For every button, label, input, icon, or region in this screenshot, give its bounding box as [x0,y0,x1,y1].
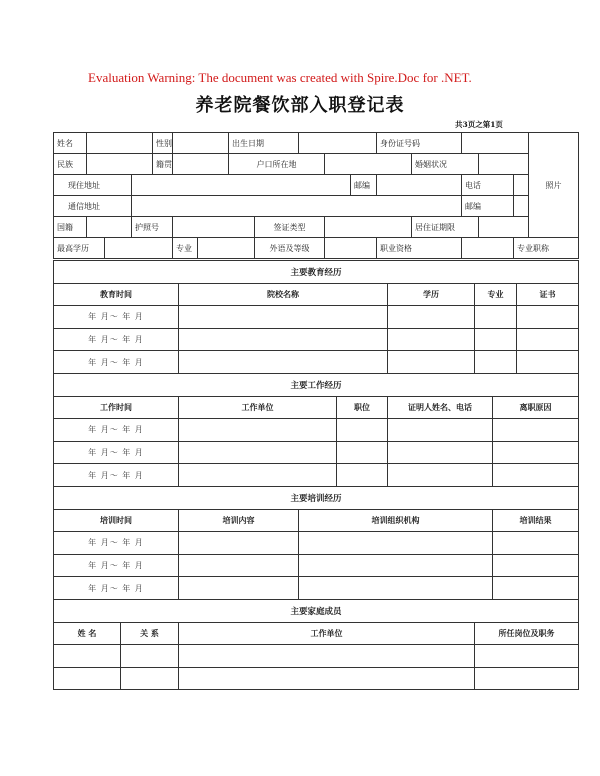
label-qualification: 职业资格 [377,238,462,259]
family-relation-field[interactable] [121,645,179,668]
education-certificate-field[interactable] [517,306,579,329]
table-row [54,328,579,351]
table-row [54,577,579,600]
section-title-work: 主要工作经历 [54,373,579,396]
table-row [54,351,579,374]
label-hukou: 户口所在地 [229,154,325,175]
header-training-content: 培训内容 [179,509,299,532]
label-marital: 婚姻状况 [412,154,479,175]
field-phone[interactable] [514,175,529,196]
label-language-level: 外语及等级 [255,238,325,259]
header-training-time: 培训时间 [54,509,179,532]
work-position-field[interactable] [337,464,388,487]
header-reference: 证明人姓名、电话 [388,396,493,419]
training-org-field[interactable] [299,577,493,600]
field-mail-address[interactable] [132,196,462,217]
label-professional-title: 专业职称 [514,238,579,259]
field-qualification[interactable] [462,238,514,259]
work-leave-reason-field[interactable] [493,419,579,442]
work-reference-field[interactable] [388,419,493,442]
label-ethnicity: 民族 [54,154,87,175]
education-major-field[interactable] [475,306,517,329]
header-family-name: 姓 名 [54,622,121,645]
family-position-field[interactable] [475,667,579,690]
field-current-address[interactable] [132,175,351,196]
field-native-place[interactable] [173,154,229,175]
training-date-field[interactable]: 年 月～ 年 月 [54,532,179,555]
training-result-field[interactable] [493,554,579,577]
field-visa-type[interactable] [325,217,412,238]
label-birth-date: 出生日期 [229,133,299,154]
family-relation-field[interactable] [121,667,179,690]
training-content-field[interactable] [179,554,299,577]
field-passport[interactable] [173,217,255,238]
training-date-field[interactable]: 年 月～ 年 月 [54,577,179,600]
history-table [53,260,579,690]
education-school-field[interactable] [179,306,388,329]
header-family-employer: 工作单位 [179,622,475,645]
label-id-number: 身份证号码 [377,133,462,154]
label-mail-postcode: 邮编 [462,196,514,217]
work-date-field[interactable]: 年 月～ 年 月 [54,419,179,442]
label-postcode: 邮编 [351,175,377,196]
work-position-field[interactable] [337,441,388,464]
header-position: 职位 [337,396,388,419]
field-language-level[interactable] [325,238,377,259]
table-row [54,667,579,690]
work-leave-reason-field[interactable] [493,464,579,487]
label-native-place: 籍贯 [153,154,173,175]
section-title-family: 主要家庭成员 [54,599,579,622]
family-name-field[interactable] [54,667,121,690]
work-leave-reason-field[interactable] [493,441,579,464]
education-certificate-field[interactable] [517,351,579,374]
header-leave-reason: 离职原因 [493,396,579,419]
table-row [54,645,579,668]
header-employer: 工作单位 [179,396,337,419]
evaluation-warning: Evaluation Warning: The document was created with Spire.Doc for .NET. [88,70,472,85]
family-employer-field[interactable] [179,645,475,668]
family-name-field[interactable] [54,645,121,668]
header-education-time: 教育时间 [54,283,179,306]
field-education-level[interactable] [105,238,173,259]
family-position-field[interactable] [475,645,579,668]
education-certificate-field[interactable] [517,328,579,351]
table-row [54,554,579,577]
label-current-address: 现住地址 [54,175,132,196]
training-content-field[interactable] [179,532,299,555]
label-major: 专业 [173,238,198,259]
label-gender: 性别 [153,133,173,154]
work-date-field[interactable]: 年 月～ 年 月 [54,464,179,487]
work-employer-field[interactable] [179,441,337,464]
header-family-position: 所任岗位及职务 [475,622,579,645]
header-training-result: 培训结果 [493,509,579,532]
form-title: 养老院餐饮部入职登记表 [195,95,405,116]
training-result-field[interactable] [493,532,579,555]
training-content-field[interactable] [179,577,299,600]
header-degree: 学历 [388,283,475,306]
header-training-org: 培训组织机构 [299,509,493,532]
education-major-field[interactable] [475,328,517,351]
table-row [54,532,579,555]
table-row [54,419,579,442]
photo-box[interactable]: 照片 [529,133,579,238]
table-row [54,441,579,464]
field-residence-expiry[interactable] [479,217,529,238]
label-passport: 护照号 [132,217,173,238]
field-marital[interactable] [479,154,529,175]
field-name[interactable] [87,133,153,154]
family-employer-field[interactable] [179,667,475,690]
label-residence-expiry: 居住证期限 [412,217,479,238]
label-name: 姓名 [54,133,87,154]
education-date-field[interactable]: 年 月～ 年 月 [54,328,179,351]
section-title-training: 主要培训经历 [54,486,579,509]
education-school-field[interactable] [179,351,388,374]
work-date-field[interactable]: 年 月～ 年 月 [54,441,179,464]
section-title-education: 主要教育经历 [54,261,579,284]
education-degree-field[interactable] [388,306,475,329]
field-gender[interactable] [173,133,229,154]
table-row [54,306,579,329]
education-school-field[interactable] [179,328,388,351]
header-certificate: 证书 [517,283,579,306]
header-work-time: 工作时间 [54,396,179,419]
education-date-field[interactable]: 年 月～ 年 月 [54,306,179,329]
header-school-name: 院校名称 [179,283,388,306]
table-row [54,464,579,487]
label-nationality: 国籍 [54,217,87,238]
training-org-field[interactable] [299,554,493,577]
field-ethnicity[interactable] [87,154,153,175]
field-hukou[interactable] [325,154,412,175]
field-id-number[interactable] [462,133,529,154]
training-org-field[interactable] [299,532,493,555]
basic-info-table [53,132,579,259]
education-degree-field[interactable] [388,351,475,374]
label-visa-type: 签证类型 [255,217,325,238]
field-postcode[interactable] [377,175,462,196]
field-nationality[interactable] [87,217,132,238]
education-degree-field[interactable] [388,328,475,351]
header-education-major: 专业 [475,283,517,306]
work-position-field[interactable] [337,419,388,442]
education-major-field[interactable] [475,351,517,374]
work-employer-field[interactable] [179,464,337,487]
field-major[interactable] [198,238,255,259]
label-education-level: 最高学历 [54,238,105,259]
work-reference-field[interactable] [388,441,493,464]
label-phone: 电话 [462,175,514,196]
page-indicator: 共3页之第1页 [455,120,503,129]
training-date-field[interactable]: 年 月～ 年 月 [54,554,179,577]
header-relation: 关 系 [121,622,179,645]
field-mail-postcode[interactable] [514,196,529,217]
work-employer-field[interactable] [179,419,337,442]
work-reference-field[interactable] [388,464,493,487]
education-date-field[interactable]: 年 月～ 年 月 [54,351,179,374]
training-result-field[interactable] [493,577,579,600]
field-birth-date[interactable] [299,133,377,154]
label-mail-address: 通信地址 [54,196,132,217]
